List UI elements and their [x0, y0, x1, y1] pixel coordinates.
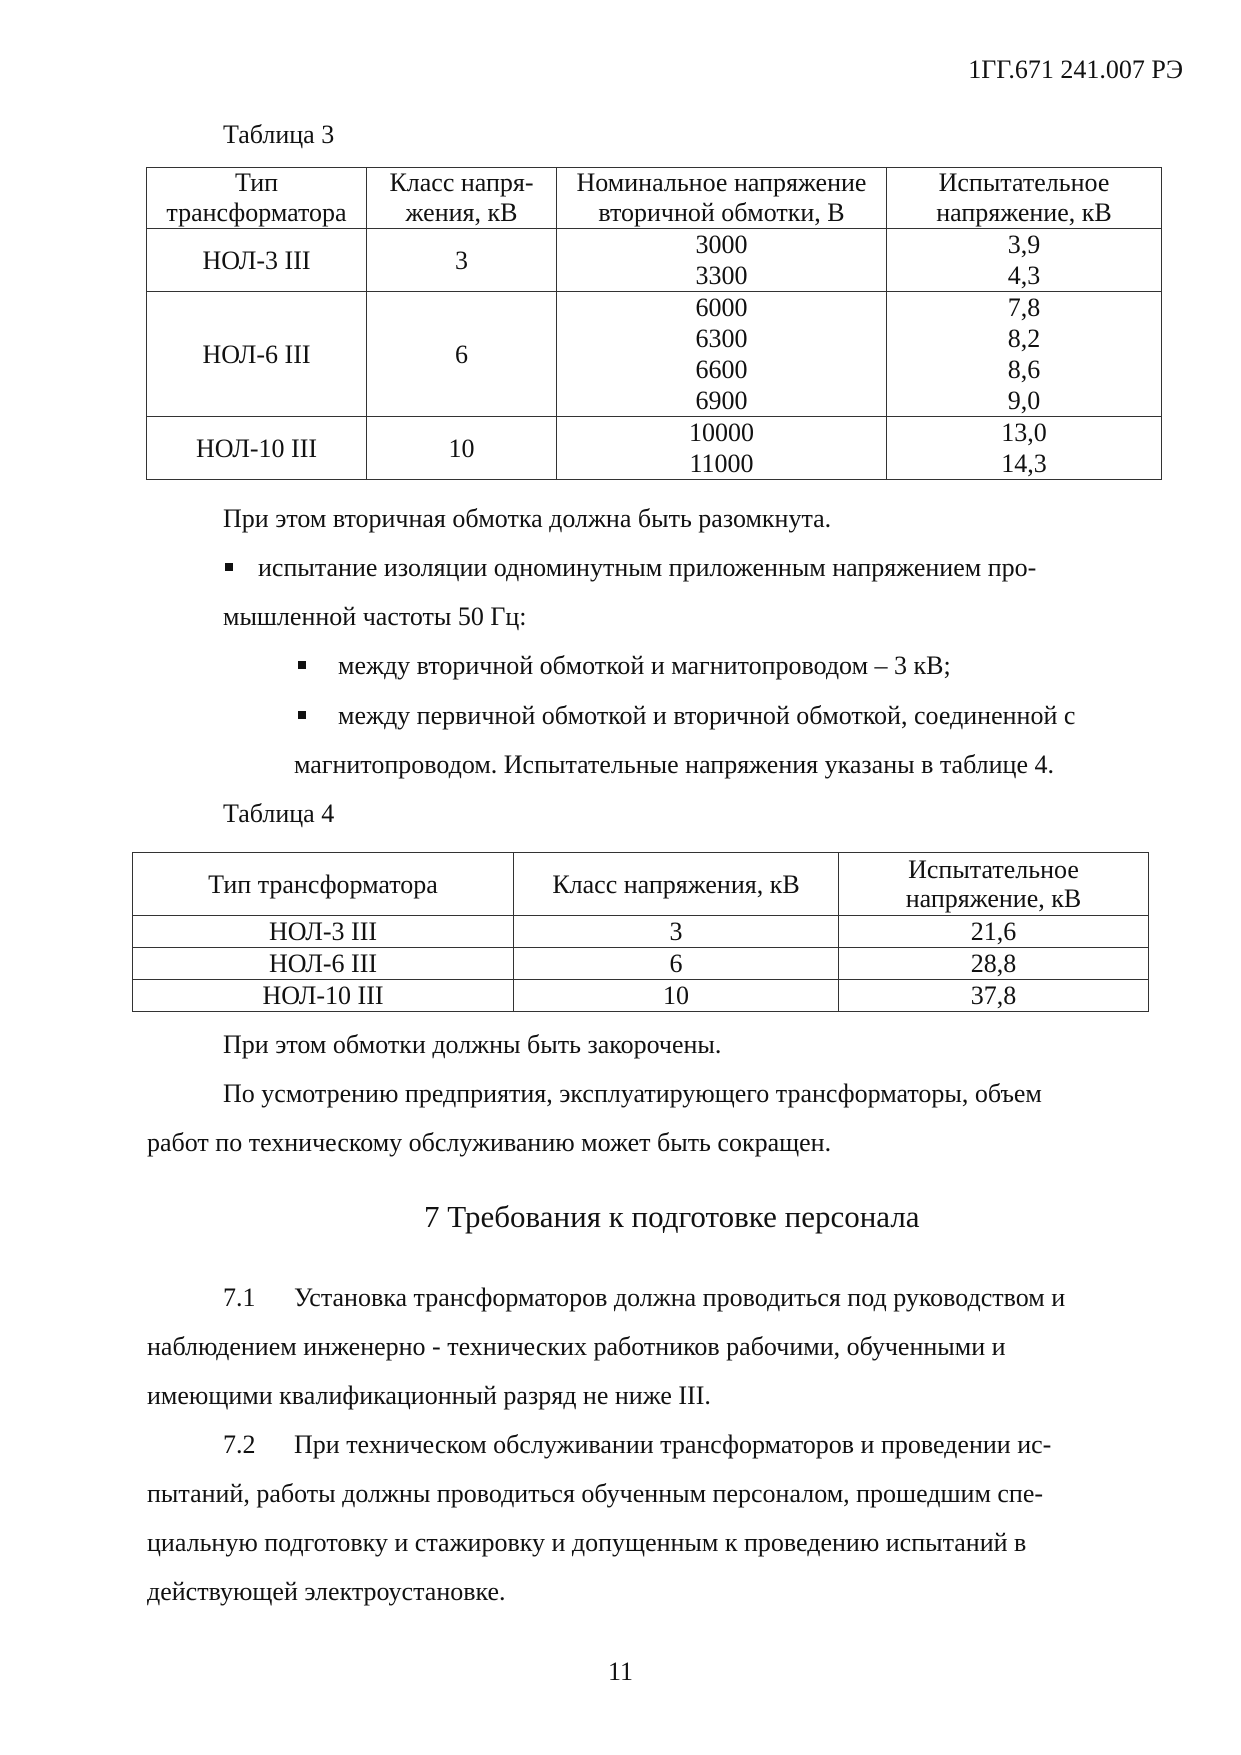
table4-header-test-voltage: Испытательное напряжение, кВ: [839, 853, 1149, 916]
bullet-text: испытание изоляции одноминутным приложенным напряжением про-: [258, 553, 1037, 582]
clause-number: 7.2: [223, 1430, 256, 1459]
table4-cell-type: НОЛ-10 III: [133, 980, 514, 1012]
table-row: [147, 417, 1162, 480]
table4-header-row: [133, 853, 1149, 916]
clause-text-continued: действующей электроустановке.: [147, 1577, 506, 1606]
bullet-text-continued: мышленной частоты 50 Гц:: [223, 602, 527, 631]
table4-header-class: Класс напряжения, кВ: [514, 853, 839, 916]
table3-caption: Таблица 3: [223, 120, 335, 149]
document-code: 1ГГ.671 241.007 РЭ: [968, 55, 1183, 84]
table4-cell-test: 28,8: [839, 948, 1149, 980]
table-row: [133, 980, 1149, 1012]
clause-text: Установка трансформаторов должна проводиться под руководством и: [294, 1283, 1066, 1312]
table4-cell-type: НОЛ-6 III: [133, 948, 514, 980]
sub-bullet-text-continued: магнитопроводом. Испытательные напряжения указаны в таблице 4.: [294, 750, 1055, 779]
table3-cell-class: 6: [367, 292, 557, 417]
page-number: 11: [607, 1657, 634, 1686]
clause-text-continued: пытаний, работы должны проводиться обученным персоналом, прошедшим спе-: [147, 1479, 1044, 1508]
section-heading: 7 Требования к подготовке персонала: [424, 1199, 920, 1234]
table-row: [133, 948, 1149, 980]
table4-cell-test: 21,6: [839, 916, 1149, 948]
sub-bullet-text: между вторичной обмоткой и магнитопроводом – 3 кВ;: [338, 651, 951, 680]
clause-text-continued: циальную подготовку и стажировку и допущенным к проведению испытаний в: [147, 1528, 1027, 1557]
table3-header-class: Класс напря- жения, кВ: [367, 168, 557, 229]
table4-cell-class: 10: [514, 980, 839, 1012]
table4-cell-type: НОЛ-3 III: [133, 916, 514, 948]
table4-cell-class: 6: [514, 948, 839, 980]
table3-cell-secondary: 6000 6300 6600 6900: [557, 292, 887, 417]
bullet-marker: [225, 563, 233, 571]
clause-text: При техническом обслуживании трансформаторов и проведении ис-: [294, 1430, 1052, 1459]
table3: [146, 167, 1162, 480]
table3-cell-class: 3: [367, 229, 557, 292]
table3-cell-type: НОЛ-3 III: [147, 229, 367, 292]
table3-cell-test: 7,8 8,2 8,6 9,0: [887, 292, 1162, 417]
table3-cell-test: 13,0 14,3: [887, 417, 1162, 480]
table3-cell-type: НОЛ-6 III: [147, 292, 367, 417]
bullet-marker: [298, 661, 306, 669]
table-row: [147, 229, 1162, 292]
paragraph-open-winding: При этом вторичная обмотка должна быть разомкнута.: [223, 504, 832, 533]
table3-header-test-voltage: Испытательное напряжение, кВ: [887, 168, 1162, 229]
clause-text-continued: наблюдением инженерно - технических работников рабочими, обученными и: [147, 1332, 1006, 1361]
paragraph-shorted-windings: При этом обмотки должны быть закорочены.: [223, 1030, 722, 1059]
table3-cell-secondary: 10000 11000: [557, 417, 887, 480]
table4: [132, 852, 1149, 1012]
table3-cell-test: 3,9 4,3: [887, 229, 1162, 292]
table4-cell-test: 37,8: [839, 980, 1149, 1012]
table-row: [147, 292, 1162, 417]
paragraph-maintenance-continued: работ по техническому обслуживанию может быть сокращен.: [147, 1128, 832, 1157]
table4-header-type: Тип трансформатора: [133, 853, 514, 916]
table4-caption: Таблица 4: [223, 799, 335, 828]
table4-cell-class: 3: [514, 916, 839, 948]
table3-header-row: [147, 168, 1162, 229]
clause-number: 7.1: [223, 1283, 256, 1312]
bullet-marker: [298, 711, 306, 719]
table3-cell-type: НОЛ-10 III: [147, 417, 367, 480]
paragraph-maintenance: По усмотрению предприятия, эксплуатирующего трансформаторы, объем: [223, 1079, 1042, 1108]
table3-header-secondary-voltage: Номинальное напряжение вторичной обмотки, В: [557, 168, 887, 229]
clause-text-continued: имеющими квалификационный разряд не ниже III.: [147, 1381, 711, 1410]
table-row: [133, 916, 1149, 948]
table3-cell-secondary: 3000 3300: [557, 229, 887, 292]
sub-bullet-text: между первичной обмоткой и вторичной обмоткой, соединенной с: [338, 701, 1076, 730]
table3-header-type: Тип трансформатора: [147, 168, 367, 229]
table3-cell-class: 10: [367, 417, 557, 480]
